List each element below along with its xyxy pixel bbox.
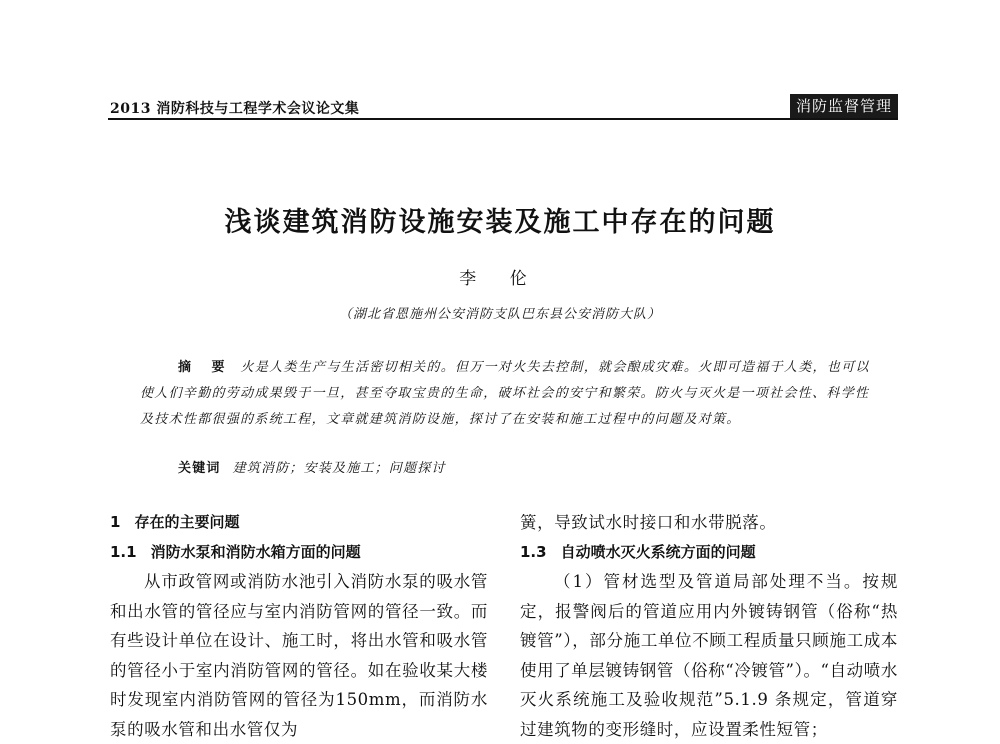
journal-header: 2013 消防科技与工程学术会议论文集 xyxy=(110,101,360,117)
section-heading xyxy=(110,508,488,538)
paper-title: 浅谈建筑消防设施安装及施工中存在的问题 xyxy=(224,207,776,238)
body-paragraph: （1）管材选型及管道局部处理不当。按规定，报警阀后的管道应用内外镀铸钢管（俗称“热镀管”），部分施工单位不顾工程质量只顾施工成本使用了单层镀铸钢管（俗称“冷镀管”）。“自动喷水灭火系统施工及验收规范”5.1.9 条规定，管道穿过建筑物的变形缝时，应设置柔性短管； xyxy=(520,572,898,739)
subsection-heading xyxy=(110,538,488,568)
author-name: 李 伦 xyxy=(459,269,541,289)
subsection-number: 1.1 xyxy=(110,542,137,561)
keywords-label: 关键词 xyxy=(178,461,221,476)
section-title: 存在的主要问题 xyxy=(134,513,240,531)
abstract xyxy=(140,355,875,433)
author-affiliation: （湖北省恩施州公安消防支队巴东县公安消防大队） xyxy=(338,307,661,322)
keywords xyxy=(178,457,446,476)
abstract-label: 摘 要 xyxy=(178,360,233,375)
subsection-heading xyxy=(520,538,898,568)
left-column xyxy=(110,508,488,744)
subsection-number: 1.3 xyxy=(520,542,547,561)
section-number: 1 xyxy=(110,513,121,531)
continued-paragraph: 簧，导致试水时接口和水带脱落。 xyxy=(520,513,777,532)
right-column xyxy=(520,508,898,744)
abstract-text: 火是人类生产与生活密切相关的。但万一对火失去控制，就会酿成灾难。火即可造福于人类，也可以使人们辛勤的劳动成果毁于一旦，甚至夺取宝贵的生命，破坏社会的安宁和繁荣。防火与灭火是一项社会性、科学性及技术性都很强的系统工程，文章就建筑消防设施，探讨了在安装和施工过程中的问题及对策。 xyxy=(140,360,870,427)
subsection-title: 自动喷水灭火系统方面的问题 xyxy=(560,542,756,561)
subsection-title: 消防水泵和消防水箱方面的问题 xyxy=(150,542,361,561)
keywords-text: 建筑消防；安装及施工；问题探讨 xyxy=(232,461,446,476)
header-rule xyxy=(108,118,898,120)
section-badge: 消防监督管理 xyxy=(790,94,898,118)
body-paragraph: 从市政管网或消防水池引入消防水泵的吸水管和出水管的管径应与室内消防管网的管径一致。而有些设计单位在设计、施工时，将出水管和吸水管的管径小于室内消防管网的管径。如在验收某大楼时发现室内消防管网的管径为150mm，而消防水泵的吸水管和出水管仅为 xyxy=(110,572,488,739)
